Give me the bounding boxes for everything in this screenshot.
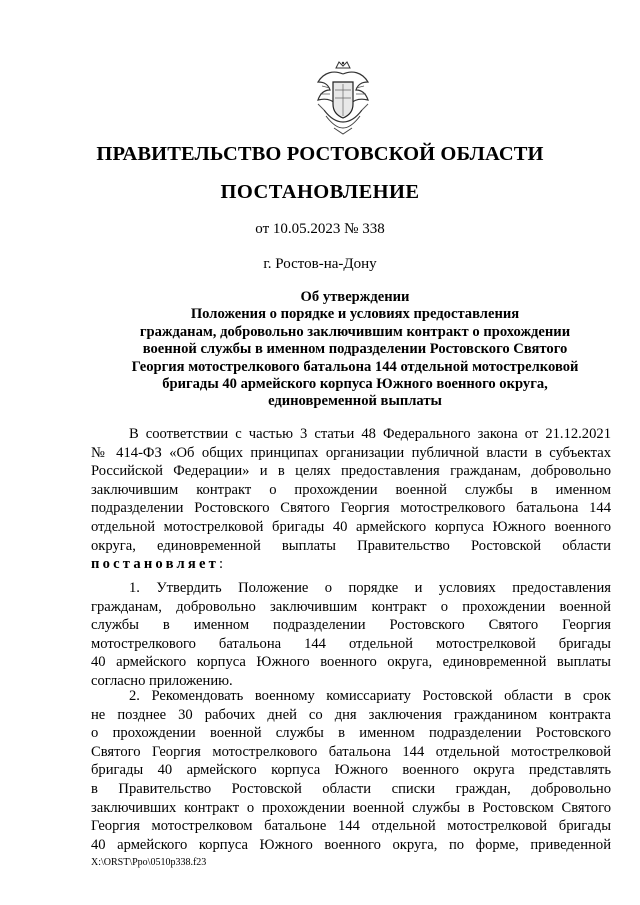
subject-line: единовременной выплаты	[268, 393, 442, 410]
document-subject	[95, 289, 615, 411]
text-line: В соответствии с частью 3 статьи 48 Федерального закона от 21.12.2021	[129, 426, 611, 442]
text-line: о прохождении военной службы в именном подразделении Ростовского	[91, 725, 611, 742]
text-line: Святого Георгия мотострелкового батальона 144 отдельной мотострелковой	[91, 743, 611, 760]
item-2-paragraph	[91, 687, 611, 854]
item-1-paragraph	[91, 579, 611, 691]
document-type: ПОСТАНОВЛЕНИЕ	[220, 181, 420, 203]
subject-line: Положения о порядке и условиях предоставления	[190, 306, 520, 323]
text-line: не позднее 30 рабочих дней со дня заключения гражданином контракта	[91, 706, 611, 723]
decree-colon: :	[219, 556, 224, 573]
text-line: отдельной мотострелковой бригады 40 армейского корпуса Южного военного	[91, 518, 611, 535]
text-line: Российской Федерации» и в целях предоставления гражданам, добровольно	[91, 463, 611, 480]
date-number: от 10.05.2023 № 338	[255, 221, 385, 237]
subject-line: Георгия мотострелкового батальона 144 отдельной мотострелковой	[131, 358, 579, 375]
text-line: 40 армейского корпуса Южного военного округа, по форме, приведенной	[91, 836, 611, 853]
organization-title: ПРАВИТЕЛЬСТВО РОСТОВСКОЙ ОБЛАСТИ	[96, 143, 544, 165]
city: г. Ростов-на-Дону	[263, 256, 377, 272]
subject-line: бригады 40 армейского корпуса Южного военного округа,	[162, 376, 548, 393]
text-line: № 414-ФЗ «Об общих принципах организации публичной власти в субъектах	[91, 444, 611, 461]
file-path-footer: X:\ORST\Ppo\0510p338.f23	[91, 857, 207, 868]
text-line: заключивших контракт о прохождении военной службы в Ростовском Святого	[91, 799, 611, 816]
decree-word: постановляет	[91, 556, 219, 573]
text-line: гражданам, добровольно заключившим контракт о прохождении военной	[91, 598, 611, 615]
text-line: подразделении Ростовского Святого Георгия мотострелкового батальона 144	[91, 500, 611, 517]
text-line	[91, 555, 611, 574]
text-line: бригады 40 армейского корпуса Южного военного округа представлять	[91, 762, 611, 779]
text-line: службы в именном подразделении Ростовского Святого Георгия	[91, 617, 611, 634]
preamble-paragraph	[91, 425, 611, 574]
text-line: заключившим контракт о прохождении военной службы в именном	[91, 481, 611, 498]
text-line: округа, единовременной выплаты Правительство Ростовской области	[91, 537, 611, 554]
text-line: мотострелкового батальона 144 отдельной мотострелковой бригады	[91, 635, 611, 652]
text-line: 40 армейского корпуса Южного военного округа, единовременной выплаты	[91, 654, 611, 671]
text-line: Георгия мотострелковом батальоне 144 отдельной мотострелковой бригады	[91, 818, 611, 835]
text-line: в Правительство Ростовской области списки граждан, добровольно	[91, 780, 611, 797]
subject-line: военной службы в именном подразделении Ростовского Святого	[142, 341, 568, 358]
text-line: согласно приложению.	[91, 672, 233, 689]
coat-of-arms-icon	[314, 60, 372, 136]
subject-line: Об утверждении	[300, 289, 410, 305]
text-line: 2. Рекомендовать военному комиссариату Ростовской области в срок	[129, 688, 611, 704]
subject-line: гражданам, добровольно заключившим контракт о прохождении	[139, 323, 571, 340]
text-line: 1. Утвердить Положение о порядке и условиях предоставления	[129, 580, 611, 596]
